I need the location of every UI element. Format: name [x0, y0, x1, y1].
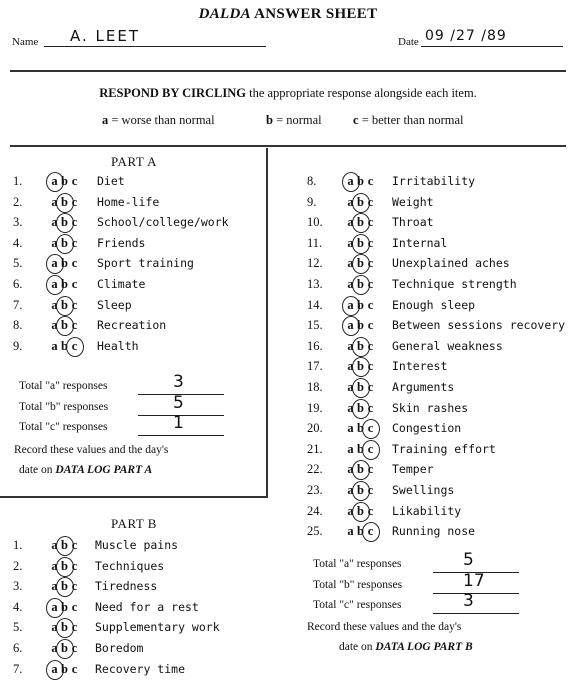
option-c[interactable]: c: [367, 235, 375, 250]
item-label: Skin rashes: [392, 400, 469, 415]
option-c[interactable]: c: [71, 235, 79, 250]
item-label: Supplementary work: [95, 620, 220, 635]
option-b[interactable]: b: [357, 359, 365, 374]
option-a[interactable]: a: [51, 338, 59, 353]
part-a-title: PART A: [111, 154, 157, 169]
option-b[interactable]: b: [357, 235, 365, 250]
option-b[interactable]: b: [357, 503, 365, 518]
item-number: 3.: [13, 215, 23, 230]
sheet-title-rest: ANSWER SHEET: [250, 6, 378, 22]
item-number: 6.: [13, 277, 23, 291]
item-number: 3.: [13, 579, 23, 594]
item-label: Arguments: [392, 380, 455, 394]
item-number: 21.: [307, 441, 323, 456]
item-number: 5.: [13, 620, 23, 635]
response-options: [346, 318, 376, 333]
response-options: [346, 195, 376, 210]
total-value[interactable]: 3: [173, 372, 184, 392]
item-label: Interest: [392, 359, 448, 374]
option-a[interactable]: a: [347, 235, 355, 250]
response-options: [346, 421, 376, 436]
response-options: [346, 298, 376, 313]
total-label: Total "c" responses: [19, 421, 108, 433]
response-options: [346, 359, 376, 374]
total-row: [313, 550, 474, 570]
item-number: 17.: [307, 359, 323, 374]
item-label: Sport training: [97, 256, 194, 271]
item-number: 1.: [13, 174, 23, 188]
answer-row: [307, 298, 576, 318]
option-c[interactable]: c: [367, 297, 375, 312]
option-b[interactable]: b: [357, 380, 365, 394]
option-a[interactable]: a: [51, 215, 59, 230]
option-c[interactable]: c: [71, 194, 79, 209]
option-a[interactable]: a: [51, 297, 59, 312]
option-b[interactable]: b: [357, 256, 365, 271]
response-options: [50, 662, 80, 677]
answer-row: [13, 620, 283, 640]
option-c[interactable]: c: [71, 641, 79, 655]
response-options: [346, 236, 376, 251]
part-a-record-line2: date on DATA LOG PART A: [19, 464, 153, 476]
option-a[interactable]: a: [347, 421, 355, 436]
option-b[interactable]: b: [61, 174, 69, 188]
total-row: [313, 570, 485, 591]
answer-row: [307, 483, 576, 503]
option-b[interactable]: b: [61, 641, 69, 655]
date-label: Date: [398, 36, 419, 48]
item-label: Weight: [392, 194, 434, 209]
answer-row: [307, 256, 576, 276]
option-c[interactable]: c: [71, 620, 79, 635]
item-label: Temper: [392, 462, 434, 477]
option-c[interactable]: c: [367, 421, 375, 436]
response-options: [50, 339, 80, 354]
item-number: 9.: [13, 338, 23, 353]
response-options: [346, 174, 376, 189]
item-number: 6.: [13, 641, 23, 655]
part-b-record-note: [307, 617, 473, 657]
answer-row: [307, 215, 576, 235]
answer-row: [13, 215, 283, 235]
item-number: 8.: [13, 318, 23, 333]
item-label: Irritability: [392, 174, 476, 188]
option-b[interactable]: b: [61, 194, 69, 209]
option-a[interactable]: a: [347, 380, 355, 394]
option-b[interactable]: b: [357, 277, 365, 291]
response-options: [50, 600, 80, 615]
option-c[interactable]: c: [367, 256, 375, 271]
option-a[interactable]: a: [51, 277, 59, 291]
answer-row: [13, 579, 283, 599]
option-b[interactable]: b: [61, 599, 69, 614]
option-a[interactable]: a: [347, 215, 355, 230]
total-label: Total "a" responses: [313, 558, 402, 570]
item-label: Sleep: [97, 297, 132, 312]
total-line: [138, 435, 224, 436]
item-label: Boredom: [95, 641, 144, 655]
option-a[interactable]: a: [51, 558, 59, 573]
option-c[interactable]: c: [367, 483, 375, 497]
option-b[interactable]: b: [357, 441, 365, 456]
response-options: [346, 504, 376, 519]
response-options: [50, 215, 80, 230]
response-options: [346, 380, 376, 395]
option-a[interactable]: a: [347, 441, 355, 456]
option-a[interactable]: a: [347, 524, 355, 539]
item-number: 25.: [307, 524, 323, 539]
answer-row: [307, 401, 576, 421]
option-b[interactable]: b: [61, 579, 69, 594]
option-b[interactable]: b: [61, 215, 69, 230]
total-line: [433, 613, 519, 614]
option-b[interactable]: b: [61, 558, 69, 573]
response-options: [346, 442, 376, 457]
response-options: [50, 195, 80, 210]
answer-row: [307, 277, 576, 297]
option-a[interactable]: a: [51, 579, 59, 594]
date-line: [421, 46, 563, 47]
answer-row: [307, 442, 576, 462]
item-label: Recovery time: [95, 661, 186, 676]
answer-row: [13, 339, 283, 359]
option-c[interactable]: c: [71, 579, 79, 594]
item-number: 22.: [307, 462, 323, 477]
item-number: 24.: [307, 503, 323, 518]
option-c[interactable]: c: [367, 338, 375, 353]
answer-row: [13, 662, 283, 682]
answer-row: [307, 339, 576, 359]
response-options: [346, 401, 376, 416]
option-a[interactable]: a: [347, 400, 355, 415]
option-b[interactable]: b: [61, 318, 69, 333]
option-c[interactable]: c: [367, 441, 375, 456]
option-a[interactable]: a: [347, 483, 355, 497]
option-c[interactable]: c: [367, 503, 375, 518]
total-value[interactable]: 5: [173, 392, 184, 413]
sheet-title: [0, 6, 576, 23]
part-b-record-line1: Record these values and the day's: [307, 621, 462, 633]
item-number: 18.: [307, 380, 323, 394]
item-label: Training effort: [392, 441, 496, 456]
response-options: [346, 483, 376, 498]
date-value[interactable]: 09 /27 /89: [425, 28, 507, 44]
option-a[interactable]: a: [51, 641, 59, 655]
option-a[interactable]: a: [347, 174, 355, 188]
item-label: Throat: [392, 215, 434, 230]
item-number: 2.: [13, 558, 23, 573]
response-options: [346, 339, 376, 354]
option-b[interactable]: b: [357, 338, 365, 353]
option-a[interactable]: a: [347, 194, 355, 209]
instructions-bold: RESPOND BY CIRCLING: [99, 86, 246, 100]
answer-row: [13, 600, 283, 620]
total-label: Total "c" responses: [313, 599, 402, 611]
answer-row: [13, 256, 283, 276]
item-label: General weakness: [392, 338, 503, 353]
part-a-record-note: [14, 440, 168, 480]
item-label: Techniques: [95, 558, 165, 573]
option-a[interactable]: a: [51, 661, 59, 676]
name-value[interactable]: A. LEET: [70, 27, 141, 45]
response-options: [346, 256, 376, 271]
answer-row: [307, 504, 576, 524]
option-a[interactable]: a: [51, 620, 59, 635]
option-c[interactable]: c: [367, 174, 375, 188]
response-options: [50, 256, 80, 271]
item-number: 4.: [13, 599, 23, 614]
response-options: [50, 559, 80, 574]
item-number: 8.: [307, 174, 317, 188]
answer-row: [13, 195, 283, 215]
item-label: Climate: [97, 277, 146, 291]
option-b[interactable]: b: [357, 421, 365, 436]
response-options: [50, 298, 80, 313]
option-b[interactable]: b: [61, 277, 69, 291]
option-c[interactable]: c: [71, 215, 79, 230]
total-line: [433, 593, 519, 594]
response-options: [346, 462, 376, 477]
option-a[interactable]: a: [51, 174, 59, 188]
total-value[interactable]: 5: [463, 550, 474, 570]
total-label: Total "b" responses: [313, 578, 403, 591]
answer-row: [13, 318, 283, 338]
response-options: [50, 641, 80, 656]
option-a[interactable]: a: [51, 318, 59, 333]
total-label: Total "b" responses: [19, 400, 109, 413]
item-label: Health: [97, 338, 139, 353]
item-number: 12.: [307, 256, 323, 271]
option-b[interactable]: b: [61, 338, 69, 353]
item-label: Unexplained aches: [392, 256, 510, 271]
option-b[interactable]: b: [61, 661, 69, 676]
item-label: Swellings: [392, 483, 455, 497]
answer-row: [13, 174, 283, 194]
option-c[interactable]: c: [367, 318, 375, 333]
option-b[interactable]: b: [61, 256, 69, 271]
option-c[interactable]: c: [367, 380, 375, 394]
answer-row: [307, 318, 576, 338]
response-options: [346, 215, 376, 230]
item-number: 9.: [307, 194, 317, 209]
item-number: 16.: [307, 338, 323, 353]
option-a[interactable]: a: [51, 599, 59, 614]
name-label: Name: [12, 36, 39, 48]
item-number: 19.: [307, 400, 323, 415]
option-a[interactable]: a: [51, 538, 59, 552]
item-label: Likability: [392, 503, 462, 518]
item-number: 10.: [307, 215, 323, 230]
total-label: Total "a" responses: [19, 380, 108, 392]
item-number: 1.: [13, 538, 23, 552]
option-a[interactable]: a: [347, 359, 355, 374]
legend-b: b = normal: [266, 113, 322, 127]
name-line: [44, 46, 266, 47]
option-a[interactable]: a: [347, 277, 355, 291]
part-b-title: PART B: [111, 516, 157, 531]
option-c[interactable]: c: [71, 174, 79, 188]
legend-rule: [10, 145, 566, 147]
option-b[interactable]: b: [357, 400, 365, 415]
option-a[interactable]: a: [51, 235, 59, 250]
option-c[interactable]: c: [71, 538, 79, 552]
total-value[interactable]: 3: [463, 591, 474, 611]
option-a[interactable]: a: [347, 297, 355, 312]
option-a[interactable]: a: [347, 338, 355, 353]
option-b[interactable]: b: [357, 215, 365, 230]
option-a[interactable]: a: [347, 256, 355, 271]
item-number: 7.: [13, 297, 23, 312]
item-number: 23.: [307, 483, 323, 497]
option-a[interactable]: a: [51, 194, 59, 209]
item-number: 13.: [307, 277, 323, 291]
total-row: [19, 413, 184, 433]
option-c[interactable]: c: [71, 338, 79, 353]
response-options: [50, 174, 80, 189]
option-b[interactable]: b: [61, 538, 69, 552]
option-c[interactable]: c: [367, 524, 375, 539]
item-label: Friends: [97, 235, 146, 250]
option-b[interactable]: b: [357, 318, 365, 333]
option-c[interactable]: c: [71, 599, 79, 614]
item-label: Enough sleep: [392, 297, 476, 312]
option-b[interactable]: b: [357, 462, 365, 477]
response-options: [50, 538, 80, 553]
total-value[interactable]: 17: [463, 570, 485, 591]
option-b[interactable]: b: [357, 297, 365, 312]
header-rule: [10, 70, 566, 72]
response-options: [50, 318, 80, 333]
option-a[interactable]: a: [51, 256, 59, 271]
instructions: [0, 86, 576, 101]
answer-row: [13, 236, 283, 256]
total-row: [313, 591, 474, 611]
total-row: [19, 372, 184, 392]
item-label: Running nose: [392, 524, 476, 539]
item-number: 4.: [13, 235, 23, 250]
answer-row: [307, 462, 576, 482]
part-b-record-line2: date on DATA LOG PART B: [339, 641, 473, 653]
option-c[interactable]: c: [367, 400, 375, 415]
option-b[interactable]: b: [61, 297, 69, 312]
option-c[interactable]: c: [367, 194, 375, 209]
legend-a: a = worse than normal: [102, 113, 215, 127]
item-label: Tiredness: [95, 579, 158, 594]
option-c[interactable]: c: [71, 558, 79, 573]
response-options: [50, 236, 80, 251]
option-c[interactable]: c: [71, 277, 79, 291]
option-b[interactable]: b: [357, 483, 365, 497]
item-number: 5.: [13, 256, 23, 271]
item-label: Between sessions recovery: [392, 318, 566, 333]
response-options: [50, 620, 80, 635]
item-number: 7.: [13, 661, 23, 676]
answer-row: [307, 236, 576, 256]
option-c[interactable]: c: [71, 297, 79, 312]
answer-row: [307, 359, 576, 379]
item-label: Congestion: [392, 421, 462, 436]
total-value[interactable]: 1: [173, 413, 184, 433]
item-label: Need for a rest: [95, 599, 199, 614]
answer-row: [13, 277, 283, 297]
answer-row: [307, 524, 576, 544]
item-label: Muscle pains: [95, 538, 179, 552]
answer-row: [13, 538, 283, 558]
item-label: Internal: [392, 235, 448, 250]
option-c[interactable]: c: [367, 215, 375, 230]
option-c[interactable]: c: [367, 277, 375, 291]
item-number: 11.: [307, 235, 323, 250]
item-number: 20.: [307, 421, 323, 436]
response-options: [50, 579, 80, 594]
option-b[interactable]: b: [357, 194, 365, 209]
answer-row: [307, 421, 576, 441]
legend-c: c = better than normal: [353, 113, 464, 127]
option-b[interactable]: b: [61, 235, 69, 250]
sheet-title-italic: DALDA: [198, 6, 251, 22]
option-b[interactable]: b: [61, 620, 69, 635]
answer-row: [13, 298, 283, 318]
item-number: 14.: [307, 297, 323, 312]
option-a[interactable]: a: [347, 503, 355, 518]
answer-row: [13, 641, 283, 661]
option-b[interactable]: b: [357, 174, 365, 188]
option-c[interactable]: c: [71, 318, 79, 333]
answer-row: [307, 380, 576, 400]
answer-row: [13, 559, 283, 579]
option-a[interactable]: a: [347, 462, 355, 477]
item-label: School/college/work: [97, 215, 229, 230]
instructions-rest: the appropriate response alongside each item.: [245, 86, 477, 100]
answer-row: [307, 174, 576, 194]
option-c[interactable]: c: [71, 256, 79, 271]
option-c[interactable]: c: [367, 462, 375, 477]
response-options: [346, 524, 376, 539]
response-options: [346, 277, 376, 292]
total-row: [19, 392, 184, 413]
response-options: [50, 277, 80, 292]
item-label: Technique strength: [392, 277, 517, 291]
item-number: 15.: [307, 318, 323, 333]
item-label: Home-life: [97, 194, 160, 209]
option-c[interactable]: c: [367, 359, 375, 374]
part-a-record-line1: Record these values and the day's: [14, 444, 169, 456]
item-label: Diet: [97, 174, 125, 188]
answer-row: [307, 195, 576, 215]
item-number: 2.: [13, 194, 23, 209]
option-c[interactable]: c: [71, 661, 79, 676]
option-b[interactable]: b: [357, 524, 365, 539]
option-a[interactable]: a: [347, 318, 355, 333]
item-label: Recreation: [97, 318, 167, 333]
